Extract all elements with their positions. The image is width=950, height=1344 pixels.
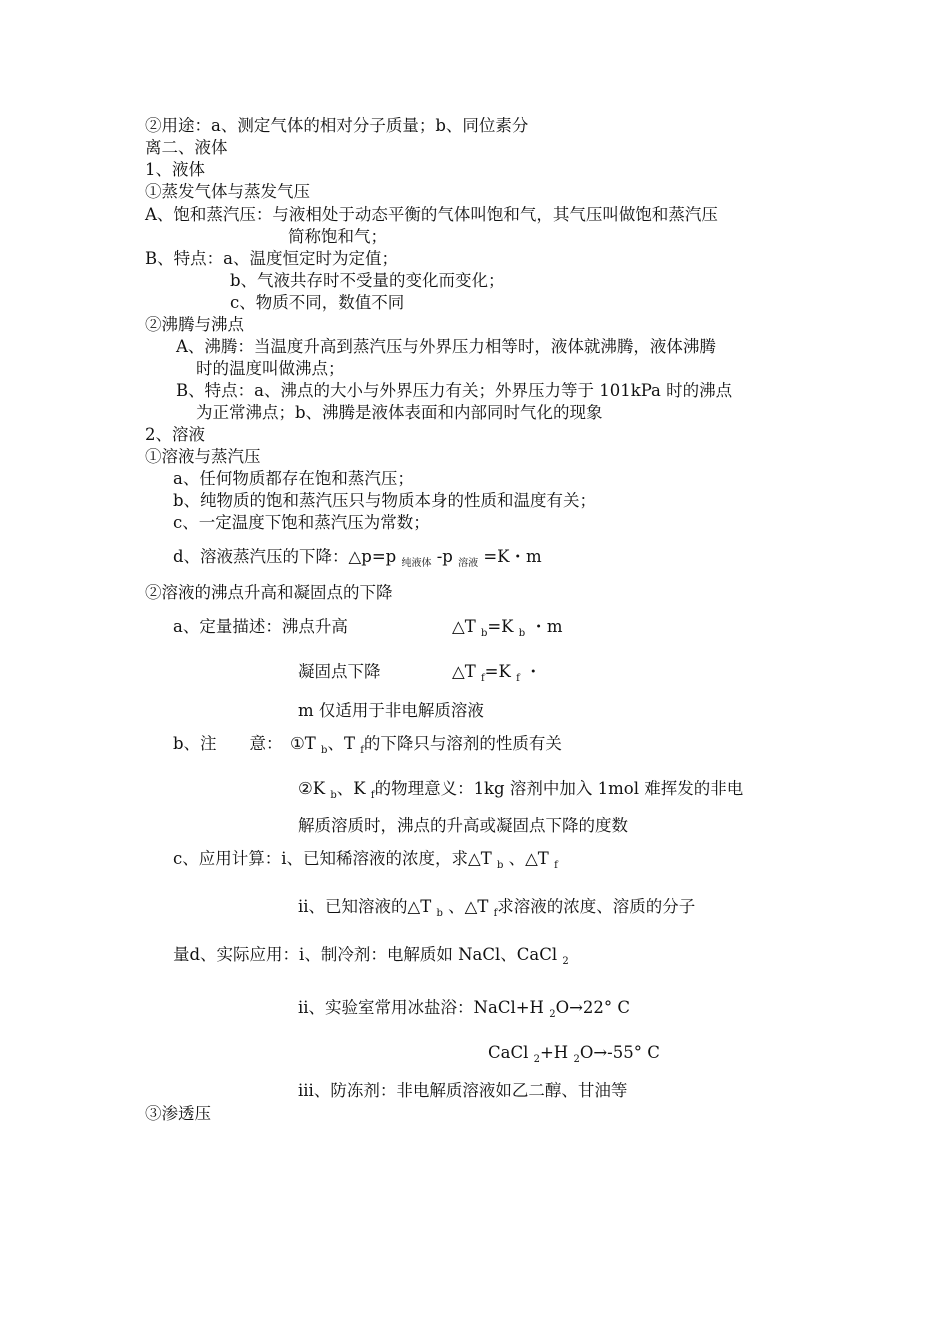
section-heading: 离二、液体 xyxy=(145,138,228,157)
text-line: 解质溶质时，沸点的升高或凝固点下降的度数 xyxy=(298,816,628,835)
formula-line: ①T $_b$、T $_f$的下降只与溶剂的性质有关 xyxy=(290,734,562,756)
text-line: A、饱和蒸汽压：与液相处于动态平衡的气体叫饱和气，其气压叫做饱和蒸汽压 xyxy=(145,205,718,224)
formula-line: ②K $_b$、K $_f$的物理意义：1kg 溶剂中加入 1mol 难挥发的非电 xyxy=(298,779,744,801)
subsection-heading: ①蒸发气体与蒸发气压 xyxy=(145,182,310,201)
text-line: c、一定温度下饱和蒸汽压为常数； xyxy=(173,513,430,532)
formula-line: △T $_b$=K $_b$ ・m xyxy=(452,617,563,639)
text-line: 为正常沸点；b、沸腾是液体表面和内部同时气化的现象 xyxy=(196,403,603,422)
text-line: a、任何物质都存在饱和蒸汽压； xyxy=(173,469,414,488)
formula-line: △T $_f$=K $_f$ ・ xyxy=(452,662,542,684)
formula-line: 量d、实际应用：i、制冷剂：电解质如 NaCl、CaCl $_2$ xyxy=(173,945,569,967)
text-line: ②用途：a、测定气体的相对分子质量；b、同位素分 xyxy=(145,116,529,135)
section-heading: 2、溶液 xyxy=(145,425,205,444)
formula-line: d、溶液蒸汽压的下降：△p=p $_{纯液体}$ -p $_{溶液}$ =K・m xyxy=(173,547,542,569)
text-line: 简称饱和气； xyxy=(288,227,387,246)
text-line: b、注 意： xyxy=(173,734,283,753)
formula-line: c、应用计算：i、已知稀溶液的浓度，求△T $_b$ 、△T $_f$ xyxy=(173,849,558,871)
text-line: c、物质不同，数值不同 xyxy=(230,293,405,312)
section-heading: 1、液体 xyxy=(145,160,205,179)
subsection-heading: ②溶液的沸点升高和凝固点的下降 xyxy=(145,583,393,602)
text-line: b、纯物质的饱和蒸汽压只与物质本身的性质和温度有关； xyxy=(173,491,597,510)
text-line: B、特点：a、温度恒定时为定值； xyxy=(145,249,398,268)
text-line: A、沸腾：当温度升高到蒸汽压与外界压力相等时，液体就沸腾，液体沸腾 xyxy=(176,337,716,356)
text-line: a、定量描述：沸点升高 xyxy=(173,617,348,636)
formula-line: CaCl $_2$+H $_2$O→-55° C xyxy=(488,1043,660,1065)
subsection-heading: ②沸腾与沸点 xyxy=(145,315,244,334)
text-line: m 仅适用于非电解质溶液 xyxy=(298,701,484,720)
text-line: 凝固点下降 xyxy=(298,662,381,681)
formula-line: ii、实验室常用冰盐浴：NaCl+H $_2$O→22° C xyxy=(298,998,631,1020)
subsection-heading: ①溶液与蒸汽压 xyxy=(145,447,261,466)
text-line: b、气液共存时不受量的变化而变化； xyxy=(230,271,505,290)
text-line: iii、防冻剂：非电解质溶液如乙二醇、甘油等 xyxy=(298,1081,628,1100)
formula-line: ii、已知溶液的△T $_b$ 、△T $_f$求溶液的浓度、溶质的分子 xyxy=(298,897,696,919)
text-line: 时的温度叫做沸点； xyxy=(196,359,345,378)
text-line: B、特点：a、沸点的大小与外界压力有关；外界压力等于 101kPa 时的沸点 xyxy=(176,381,733,400)
subsection-heading: ③渗透压 xyxy=(145,1104,211,1123)
